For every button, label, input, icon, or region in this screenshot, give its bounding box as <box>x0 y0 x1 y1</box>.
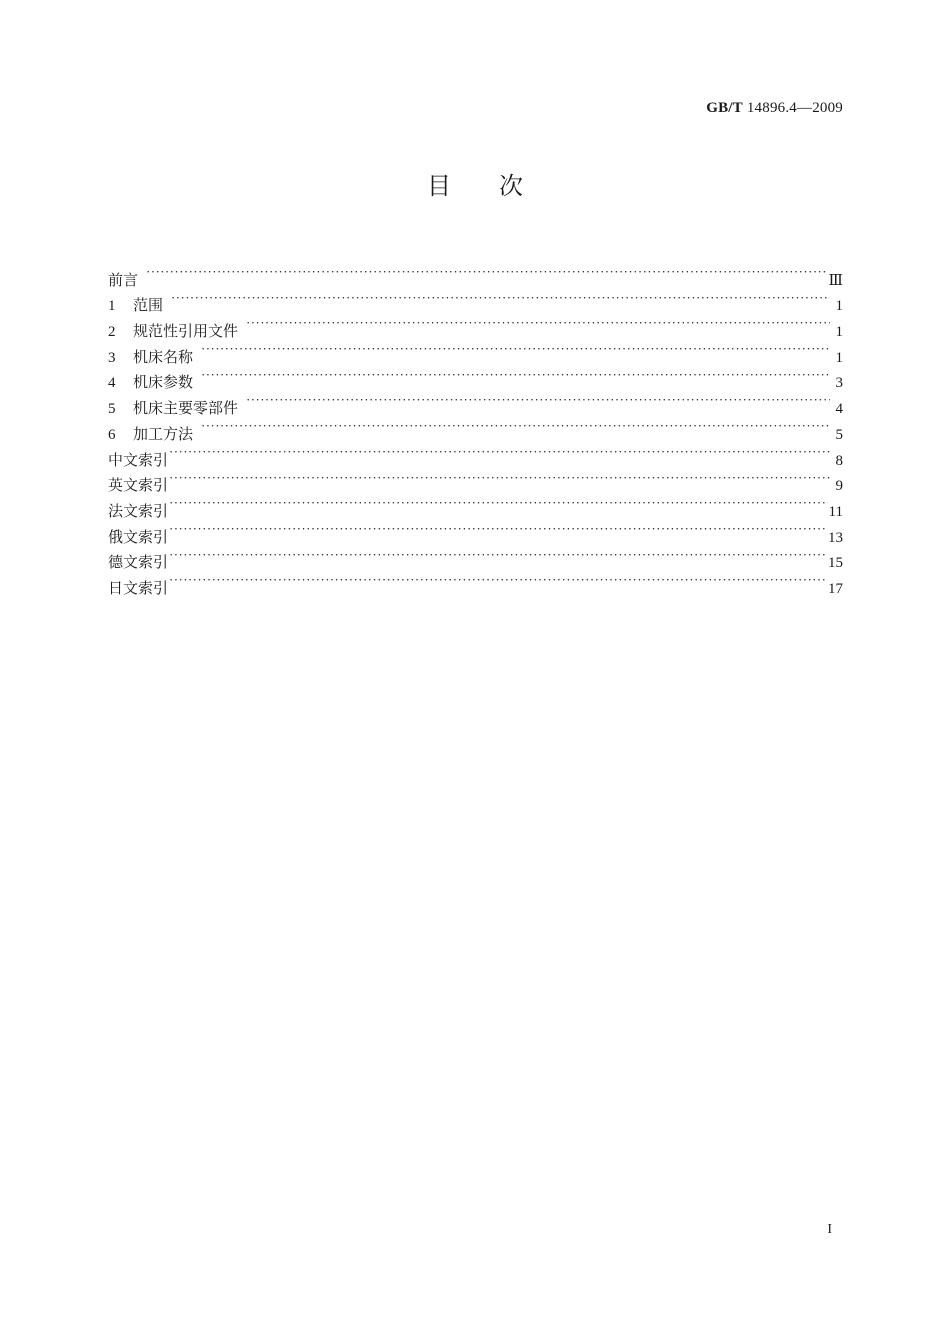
toc-entry-foreword[interactable] <box>108 259 843 289</box>
toc-entry-number: 2 <box>108 324 116 341</box>
toc-entry-label: 法文索引 <box>108 501 169 520</box>
standard-prefix: GB/T <box>706 100 743 116</box>
toc-entry-page: 1 <box>835 324 843 341</box>
standard-number: 14896.4—2009 <box>746 100 843 116</box>
toc-entry-label: 加工方法 <box>133 424 194 443</box>
toc-entry-normative-references[interactable] <box>108 310 843 341</box>
toc-entry-page: 17 <box>828 580 843 597</box>
toc-entry-page: Ⅲ <box>828 272 843 289</box>
toc-entry-label: 英文索引 <box>108 476 169 495</box>
toc-entry-french-index[interactable] <box>108 490 843 520</box>
toc-leader-dots <box>169 465 832 491</box>
toc-entry-label: 前言 <box>108 270 139 289</box>
toc-entry-number: 5 <box>108 401 116 418</box>
page-title <box>0 166 950 201</box>
toc-leader-dots <box>169 439 832 465</box>
toc-entry-label: 中文索引 <box>108 450 169 469</box>
toc-leader-dots <box>201 362 830 388</box>
toc-entry-chinese-index[interactable] <box>108 439 843 469</box>
toc-entry-russian-index[interactable] <box>108 516 843 546</box>
toc-entry-german-index[interactable] <box>108 542 843 572</box>
toc-entry-english-index[interactable] <box>108 465 843 495</box>
toc-leader-dots <box>169 516 827 542</box>
toc-entry-page: 9 <box>835 478 843 495</box>
toc-entry-scope[interactable] <box>108 285 843 315</box>
toc-entry-page: 8 <box>835 452 843 469</box>
toc-entry-label: 范围 <box>133 296 164 315</box>
toc-entry-page: 13 <box>828 529 843 546</box>
page-number: I <box>827 1222 832 1237</box>
toc-entry-page: 3 <box>835 375 843 392</box>
title-char-2: 次 <box>499 172 523 200</box>
toc-entry-label: 规范性引用文件 <box>133 322 239 341</box>
toc-entry-page: 11 <box>828 503 843 520</box>
toc-entry-label: 机床主要零部件 <box>133 399 239 418</box>
toc-entry-number: 3 <box>108 349 116 366</box>
toc-entry-number: 1 <box>108 298 116 315</box>
toc-entry-machining-methods[interactable] <box>108 413 843 443</box>
toc-entry-label: 机床名称 <box>133 347 194 366</box>
toc-entry-page: 5 <box>835 426 843 443</box>
standard-code <box>706 100 843 117</box>
title-char-1: 目 <box>427 172 451 200</box>
toc-leader-dots <box>146 259 826 285</box>
toc-entry-label: 机床参数 <box>133 373 194 392</box>
toc-leader-dots <box>201 336 830 362</box>
toc-leader-dots <box>246 310 830 336</box>
toc-entry-main-components[interactable] <box>108 387 843 418</box>
toc-entry-machine-parameters[interactable] <box>108 362 843 392</box>
toc-leader-dots <box>169 542 827 568</box>
toc-entry-page: 15 <box>828 555 843 572</box>
toc-entry-machine-names[interactable] <box>108 336 843 366</box>
table-of-contents <box>108 259 843 597</box>
toc-leader-dots <box>171 285 830 311</box>
toc-leader-dots <box>169 490 828 516</box>
toc-entry-number: 4 <box>108 375 116 392</box>
toc-leader-dots <box>246 387 830 413</box>
toc-entry-label: 日文索引 <box>108 578 169 597</box>
toc-entry-page: 1 <box>835 349 843 366</box>
toc-leader-dots <box>201 413 830 439</box>
toc-entry-japanese-index[interactable] <box>108 567 843 597</box>
toc-leader-dots <box>169 567 827 593</box>
toc-entry-page: 4 <box>835 401 843 418</box>
toc-entry-label: 德文索引 <box>108 553 169 572</box>
toc-entry-number: 6 <box>108 426 116 443</box>
toc-entry-label: 俄文索引 <box>108 527 169 546</box>
toc-entry-page: 1 <box>835 298 843 315</box>
